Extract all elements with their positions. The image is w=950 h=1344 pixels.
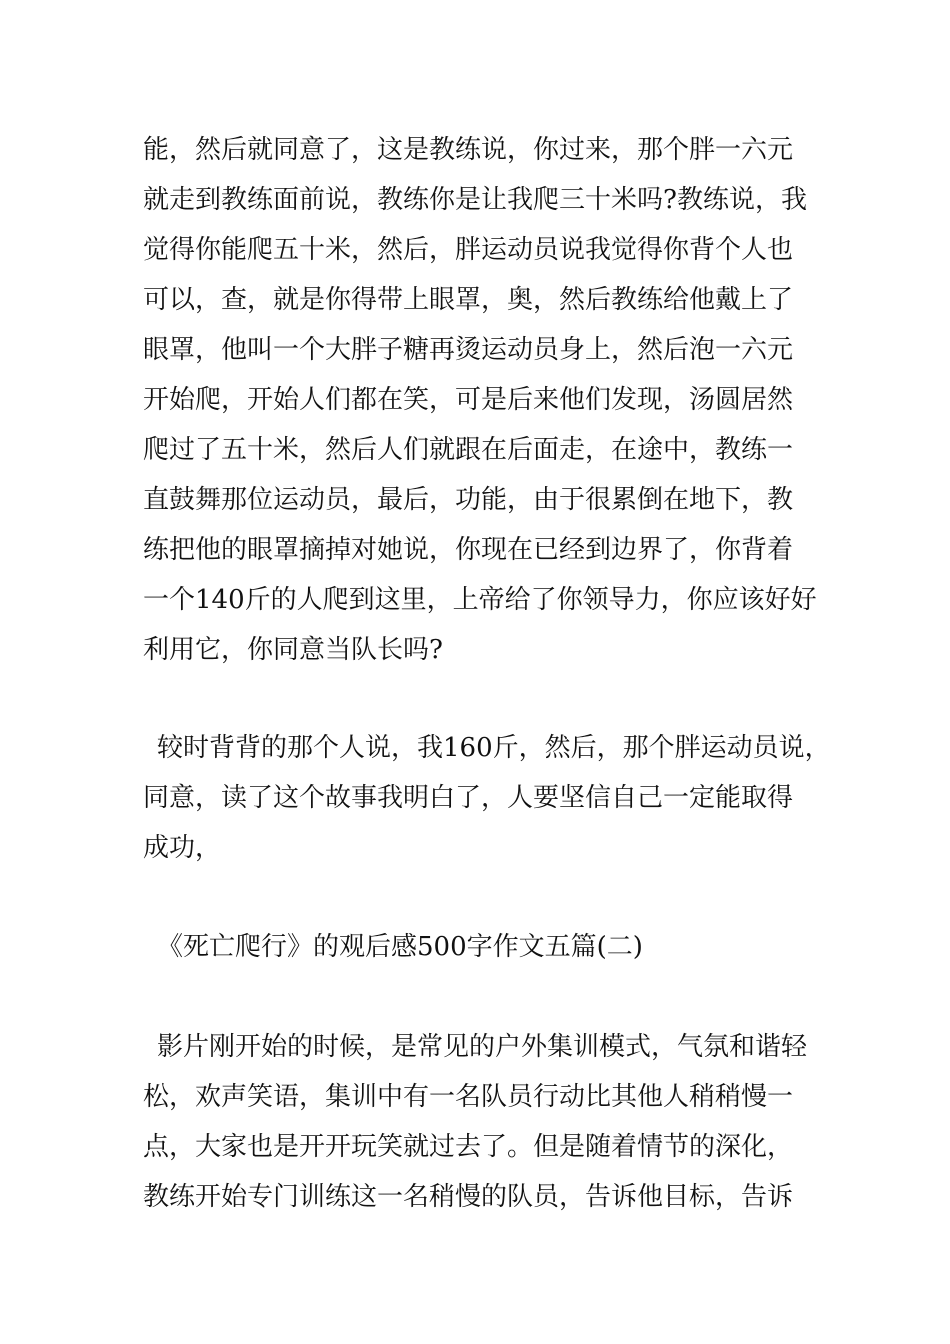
text-line: 觉得你能爬五十米，然后，胖运动员说我觉得你背个人也	[143, 235, 794, 265]
text-line: 就走到教练面前说，教练你是让我爬三十米吗?教练说，我	[143, 185, 807, 215]
text-line: 松，欢声笑语，集训中有一名队员行动比其他人稍稍慢一	[143, 1082, 794, 1112]
paragraph-3	[143, 1022, 843, 1222]
text-line: 可以，查，就是你得带上眼罩，奥，然后教练给他戴上了	[143, 285, 794, 315]
text-line: 点，大家也是开开玩笑就过去了。但是随着情节的深化，	[143, 1132, 794, 1162]
text-line: 利用它，你同意当队长吗?	[143, 635, 443, 665]
text-line: 直鼓舞那位运动员，最后，功能，由于很累倒在地下，教	[143, 485, 794, 515]
paragraph-2	[143, 723, 843, 873]
text-line: 眼罩，他叫一个大胖子糖再烫运动员身上，然后泡一六元	[143, 335, 794, 365]
text-line: 成功，	[143, 833, 222, 863]
paragraph-1	[143, 125, 843, 675]
text-line: 教练开始专门训练这一名稍慢的队员，告诉他目标，告诉	[143, 1182, 794, 1212]
text-line: 较时背背的那个人说，我160斤，然后，那个胖运动员说，	[157, 733, 831, 763]
text-line: 练把他的眼罩摘掉对她说，你现在已经到边界了，你背着	[143, 535, 794, 565]
text-line: 能，然后就同意了，这是教练说，你过来，那个胖一六元	[143, 135, 794, 165]
section-heading	[143, 922, 843, 972]
text-line: 同意，读了这个故事我明白了，人要坚信自己一定能取得	[143, 783, 794, 813]
text-line: 爬过了五十米，然后人们就跟在后面走，在途中，教练一	[143, 435, 794, 465]
text-line: 开始爬，开始人们都在笑，可是后来他们发现，汤圆居然	[143, 385, 794, 415]
text-line: 影片刚开始的时候，是常见的户外集训模式，气氛和谐轻	[157, 1032, 808, 1062]
section-heading-text: 《死亡爬行》的观后感500字作文五篇(二)	[157, 932, 643, 962]
text-line: 一个140斤的人爬到这里，上帝给了你领导力，你应该好好	[143, 585, 817, 615]
